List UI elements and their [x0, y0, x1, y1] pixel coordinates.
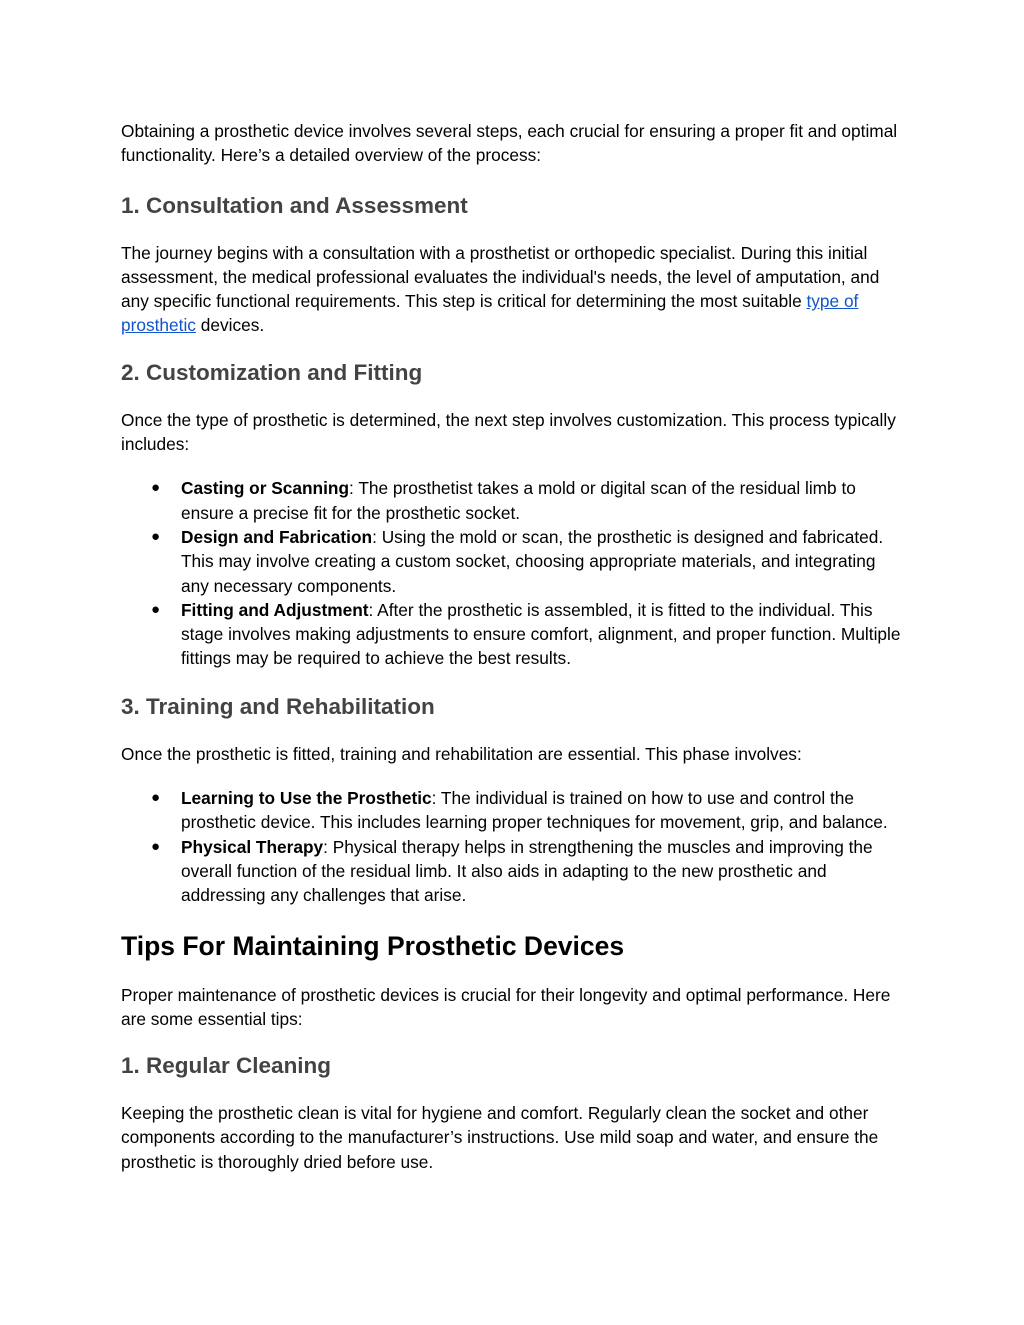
- bullet-icon: ●: [151, 789, 161, 807]
- consultation-text: The journey begins with a consultation with a prosthetist or orthopedic specialist. During this initial assessment, the medical professional evaluates the individual's needs, the level of amputation, and any specific functional requirements. This step is critical for determining the most suitable: [121, 242, 880, 312]
- list-item: [121, 835, 904, 908]
- tips-paragraph: Proper maintenance of prosthetic devices is crucial for their longevity and optimal performance. Here are some essential tips:: [121, 984, 891, 1029]
- customization-paragraph: Once the type of prosthetic is determined, the next step involves customization. This process typically includes:: [121, 409, 896, 455]
- list-item-term: Learning to Use the Prosthetic: [181, 788, 432, 809]
- list-item-term: Design and Fabrication: [181, 526, 373, 547]
- consultation-paragraph: [121, 241, 904, 338]
- list-item-term: Physical Therapy: [181, 836, 324, 857]
- list-item-desc: : After the prosthetic is assembled, it is fitted to the individual. This stage involves making adjustments to ensure comfort, alignment, and proper function. Multiple fittings may be required to achieve the best results.: [181, 599, 901, 669]
- list-item-desc: : The individual is trained on how to use and control the prosthetic device. This includes learning proper techniques for movement, grip, and balance.: [181, 788, 888, 833]
- list-item-desc: : Physical therapy helps in strengthening the muscles and improving the overall function of the residual limb. It also aids in adapting to the new prosthetic and addressing any challenges that arise.: [181, 836, 873, 906]
- section-heading-training: 3. Training and Rehabilitation: [121, 693, 435, 719]
- section-heading-consultation: 1. Consultation and Assessment: [121, 192, 468, 218]
- list-item: [121, 786, 904, 835]
- list-item: [121, 598, 904, 671]
- list-item-desc: : The prosthetist takes a mold or digital scan of the residual limb to ensure a precise fit for the prosthetic socket.: [181, 478, 856, 523]
- consultation-text-end: devices.: [195, 315, 265, 336]
- bullet-icon: ●: [151, 600, 161, 618]
- training-list: [121, 786, 904, 907]
- list-item: [121, 525, 904, 598]
- section-heading-cleaning: 1. Regular Cleaning: [121, 1053, 332, 1079]
- type-of-prosthetic-link[interactable]: type of prosthetic: [121, 291, 859, 336]
- customization-list: [121, 476, 904, 670]
- list-item: [121, 476, 904, 525]
- bullet-icon: ●: [151, 837, 161, 855]
- section-heading-customization: 2. Customization and Fitting: [121, 359, 423, 385]
- training-paragraph: Once the prosthetic is fitted, training and rehabilitation are essential. This phase involves:: [121, 743, 802, 764]
- bullet-icon: ●: [151, 527, 161, 545]
- intro-paragraph: Obtaining a prosthetic device involves several steps, each crucial for ensuring a proper fit and optimal functionality. Here’s a detailed overview of the process:: [121, 121, 898, 166]
- bullet-icon: ●: [151, 479, 161, 497]
- list-item-term: Casting or Scanning: [181, 478, 350, 499]
- tips-heading: Tips For Maintaining Prosthetic Devices: [121, 930, 625, 961]
- cleaning-paragraph: Keeping the prosthetic clean is vital for hygiene and comfort. Regularly clean the socket and other components according to the manufacturer’s instructions. Use mild soap and water, and ensure the prosthetic is thoroughly dried before use.: [121, 1103, 879, 1172]
- list-item-term: Fitting and Adjustment: [181, 599, 369, 620]
- list-item-desc: : Using the mold or scan, the prosthetic is designed and fabricated. This may involve creating a custom socket, choosing appropriate materials, and integrating any necessary components.: [181, 526, 884, 596]
